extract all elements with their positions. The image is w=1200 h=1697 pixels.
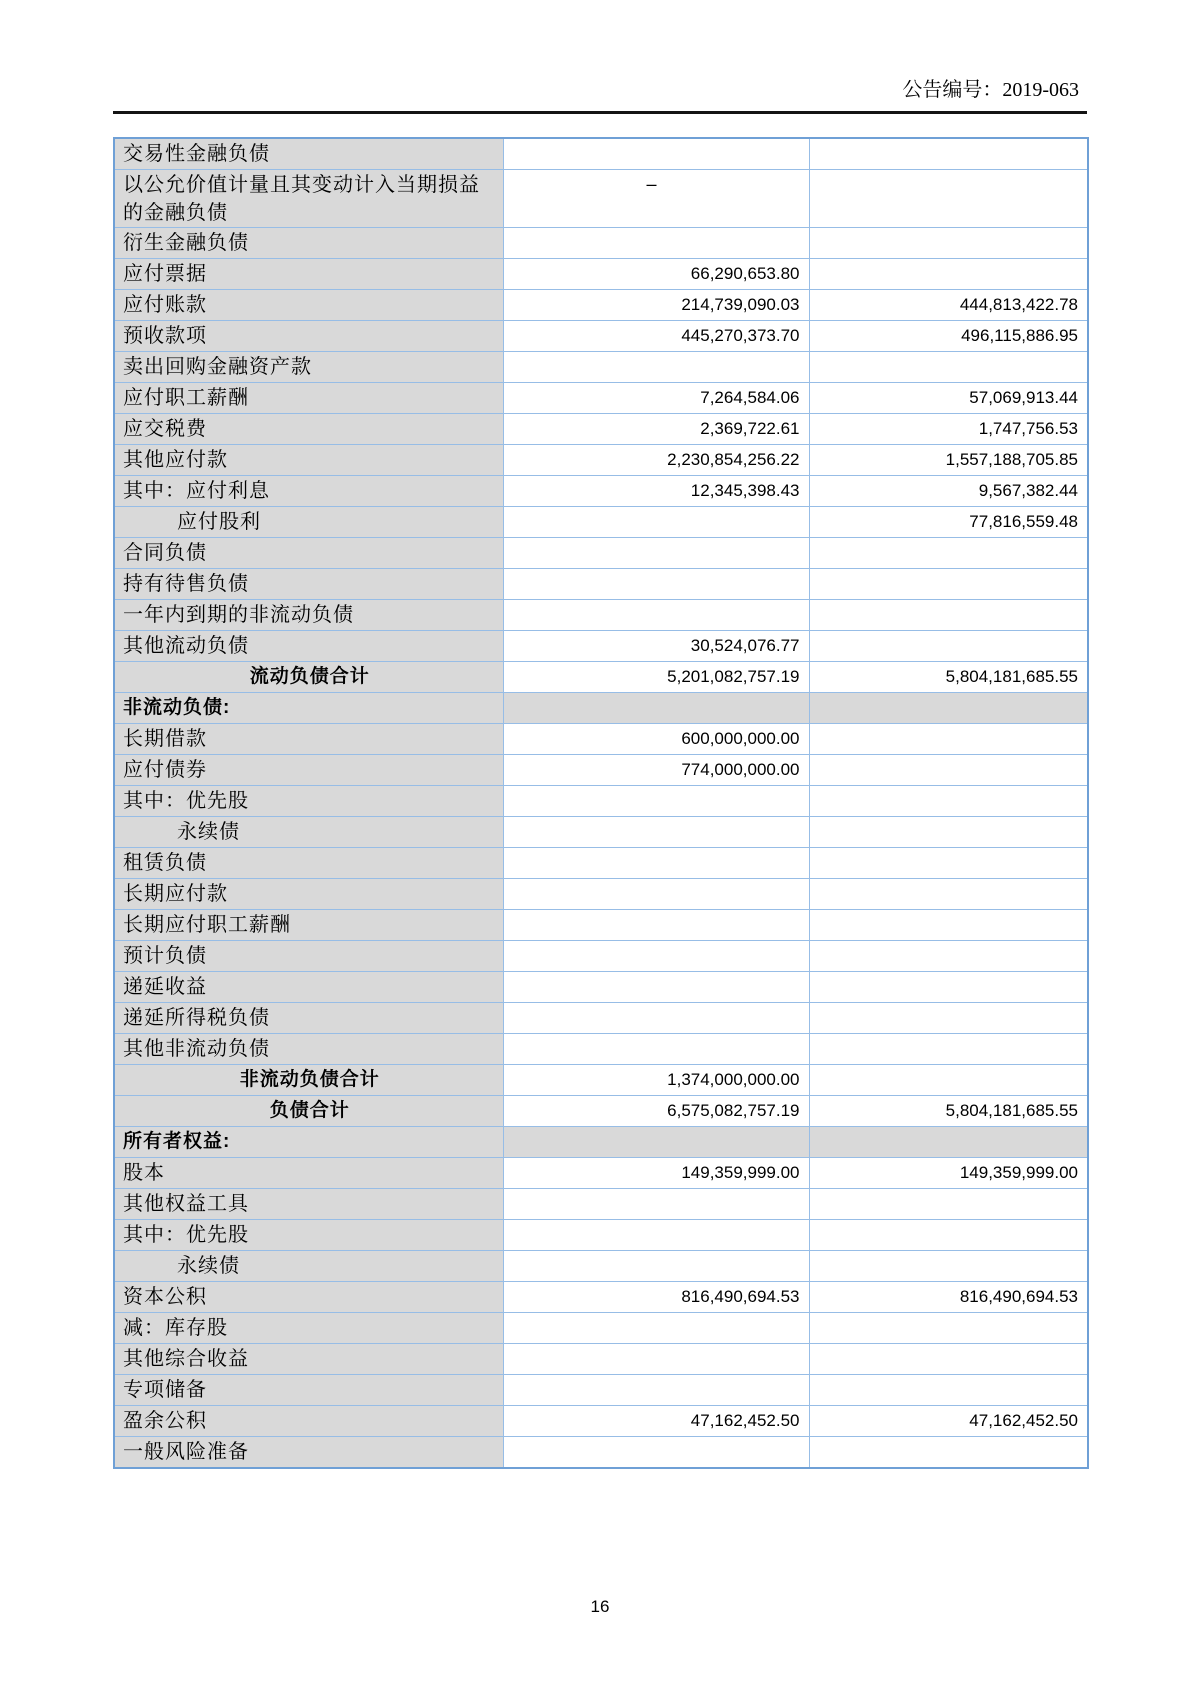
row-label: 应付职工薪酬 xyxy=(114,383,503,414)
current-period-value xyxy=(503,1127,809,1158)
row-label: 其他综合收益 xyxy=(114,1344,503,1375)
table-row xyxy=(114,352,1088,383)
table-row xyxy=(114,1251,1088,1282)
table-row xyxy=(114,1406,1088,1437)
current-period-value xyxy=(503,138,809,170)
current-period-value: 214,739,090.03 xyxy=(503,290,809,321)
row-label: 盈余公积 xyxy=(114,1406,503,1437)
table-row xyxy=(114,848,1088,879)
current-period-value xyxy=(503,972,809,1003)
table-row xyxy=(114,476,1088,507)
table-row xyxy=(114,1034,1088,1065)
current-period-value xyxy=(503,817,809,848)
row-label: 减：库存股 xyxy=(114,1313,503,1344)
row-label: 永续债 xyxy=(114,1251,503,1282)
table-row xyxy=(114,414,1088,445)
current-period-value xyxy=(503,569,809,600)
prior-period-value xyxy=(809,1313,1088,1344)
prior-period-value xyxy=(809,1034,1088,1065)
row-label: 租赁负债 xyxy=(114,848,503,879)
current-period-value xyxy=(503,1313,809,1344)
current-period-value: 47,162,452.50 xyxy=(503,1406,809,1437)
row-label: 其中：优先股 xyxy=(114,1220,503,1251)
row-label: 衍生金融负债 xyxy=(114,228,503,259)
row-label: 递延所得税负债 xyxy=(114,1003,503,1034)
table-row xyxy=(114,1313,1088,1344)
prior-period-value: 1,747,756.53 xyxy=(809,414,1088,445)
prior-period-value xyxy=(809,631,1088,662)
row-label: 其中：应付利息 xyxy=(114,476,503,507)
row-label: 应付债券 xyxy=(114,755,503,786)
table-row xyxy=(114,1003,1088,1034)
current-period-value: 816,490,694.53 xyxy=(503,1282,809,1313)
table-row xyxy=(114,972,1088,1003)
row-label: 负债合计 xyxy=(114,1096,503,1127)
current-period-value: – xyxy=(503,170,809,228)
current-period-value xyxy=(503,1437,809,1469)
row-label: 其他权益工具 xyxy=(114,1189,503,1220)
table-row xyxy=(114,1096,1088,1127)
current-period-value xyxy=(503,1003,809,1034)
prior-period-value: 5,804,181,685.55 xyxy=(809,1096,1088,1127)
current-period-value: 2,369,722.61 xyxy=(503,414,809,445)
row-label: 长期应付款 xyxy=(114,879,503,910)
prior-period-value: 496,115,886.95 xyxy=(809,321,1088,352)
prior-period-value xyxy=(809,1189,1088,1220)
row-label: 持有待售负债 xyxy=(114,569,503,600)
row-label: 应付票据 xyxy=(114,259,503,290)
table-row xyxy=(114,786,1088,817)
prior-period-value xyxy=(809,1437,1088,1469)
current-period-value: 2,230,854,256.22 xyxy=(503,445,809,476)
current-period-value xyxy=(503,1034,809,1065)
row-label: 所有者权益: xyxy=(114,1127,503,1158)
prior-period-value xyxy=(809,138,1088,170)
table-row xyxy=(114,321,1088,352)
prior-period-value xyxy=(809,1127,1088,1158)
row-label: 其他应付款 xyxy=(114,445,503,476)
prior-period-value: 9,567,382.44 xyxy=(809,476,1088,507)
prior-period-value xyxy=(809,972,1088,1003)
table-row xyxy=(114,445,1088,476)
prior-period-value xyxy=(809,910,1088,941)
table-row xyxy=(114,693,1088,724)
prior-period-value: 5,804,181,685.55 xyxy=(809,662,1088,693)
current-period-value xyxy=(503,352,809,383)
prior-period-value: 47,162,452.50 xyxy=(809,1406,1088,1437)
prior-period-value: 816,490,694.53 xyxy=(809,1282,1088,1313)
table-row xyxy=(114,941,1088,972)
current-period-value xyxy=(503,1251,809,1282)
row-label: 其中：优先股 xyxy=(114,786,503,817)
prior-period-value xyxy=(809,1003,1088,1034)
current-period-value xyxy=(503,941,809,972)
row-label: 以公允价值计量且其变动计入当期损益的金融负债 xyxy=(114,170,503,228)
row-label: 其他非流动负债 xyxy=(114,1034,503,1065)
row-label: 非流动负债合计 xyxy=(114,1065,503,1096)
prior-period-value xyxy=(809,228,1088,259)
row-label: 合同负债 xyxy=(114,538,503,569)
current-period-value xyxy=(503,1189,809,1220)
row-label: 预计负债 xyxy=(114,941,503,972)
current-period-value xyxy=(503,910,809,941)
table-row xyxy=(114,569,1088,600)
current-period-value: 445,270,373.70 xyxy=(503,321,809,352)
current-period-value: 1,374,000,000.00 xyxy=(503,1065,809,1096)
current-period-value xyxy=(503,1220,809,1251)
table-row xyxy=(114,228,1088,259)
current-period-value xyxy=(503,693,809,724)
row-label: 其他流动负债 xyxy=(114,631,503,662)
current-period-value xyxy=(503,1344,809,1375)
prior-period-value xyxy=(809,538,1088,569)
prior-period-value xyxy=(809,170,1088,228)
prior-period-value xyxy=(809,259,1088,290)
row-label: 永续债 xyxy=(114,817,503,848)
current-period-value xyxy=(503,879,809,910)
prior-period-value xyxy=(809,1220,1088,1251)
current-period-value: 149,359,999.00 xyxy=(503,1158,809,1189)
prior-period-value xyxy=(809,352,1088,383)
table-row xyxy=(114,1158,1088,1189)
table-row xyxy=(114,1189,1088,1220)
header-rule xyxy=(113,111,1087,114)
current-period-value: 66,290,653.80 xyxy=(503,259,809,290)
table-row xyxy=(114,1344,1088,1375)
table-row xyxy=(114,910,1088,941)
table-row xyxy=(114,879,1088,910)
table-row xyxy=(114,755,1088,786)
table-row xyxy=(114,817,1088,848)
current-period-value xyxy=(503,848,809,879)
row-label: 股本 xyxy=(114,1158,503,1189)
current-period-value: 5,201,082,757.19 xyxy=(503,662,809,693)
prior-period-value xyxy=(809,941,1088,972)
prior-period-value: 77,816,559.48 xyxy=(809,507,1088,538)
row-label: 应付股利 xyxy=(114,507,503,538)
row-label: 卖出回购金融资产款 xyxy=(114,352,503,383)
prior-period-value xyxy=(809,817,1088,848)
table-row xyxy=(114,1437,1088,1469)
table-row xyxy=(114,1065,1088,1096)
page-number: 16 xyxy=(590,1597,610,1616)
prior-period-value xyxy=(809,693,1088,724)
prior-period-value xyxy=(809,1375,1088,1406)
prior-period-value xyxy=(809,786,1088,817)
row-label: 交易性金融负债 xyxy=(114,138,503,170)
current-period-value: 12,345,398.43 xyxy=(503,476,809,507)
table-row xyxy=(114,600,1088,631)
table-row xyxy=(114,662,1088,693)
row-label: 应付账款 xyxy=(114,290,503,321)
row-label: 专项储备 xyxy=(114,1375,503,1406)
current-period-value xyxy=(503,538,809,569)
current-period-value xyxy=(503,600,809,631)
prior-period-value xyxy=(809,1344,1088,1375)
row-label: 资本公积 xyxy=(114,1282,503,1313)
current-period-value xyxy=(503,507,809,538)
table-row xyxy=(114,1375,1088,1406)
current-period-value: 600,000,000.00 xyxy=(503,724,809,755)
table-row xyxy=(114,507,1088,538)
table-row xyxy=(114,290,1088,321)
table-row xyxy=(114,724,1088,755)
row-label: 应交税费 xyxy=(114,414,503,445)
current-period-value xyxy=(503,1375,809,1406)
current-period-value xyxy=(503,786,809,817)
prior-period-value xyxy=(809,569,1088,600)
prior-period-value xyxy=(809,724,1088,755)
prior-period-value xyxy=(809,848,1088,879)
row-label: 一年内到期的非流动负债 xyxy=(114,600,503,631)
row-label: 流动负债合计 xyxy=(114,662,503,693)
row-label: 递延收益 xyxy=(114,972,503,1003)
doc-header xyxy=(113,78,1087,102)
row-label: 预收款项 xyxy=(114,321,503,352)
table-row xyxy=(114,259,1088,290)
prior-period-value xyxy=(809,600,1088,631)
balance-sheet-body xyxy=(114,138,1088,1468)
current-period-value: 6,575,082,757.19 xyxy=(503,1096,809,1127)
prior-period-value: 57,069,913.44 xyxy=(809,383,1088,414)
prior-period-value: 149,359,999.00 xyxy=(809,1158,1088,1189)
current-period-value: 30,524,076.77 xyxy=(503,631,809,662)
table-row xyxy=(114,138,1088,170)
announcement-number: 公告编号：2019-063 xyxy=(902,79,1079,101)
current-period-value: 774,000,000.00 xyxy=(503,755,809,786)
prior-period-value xyxy=(809,1251,1088,1282)
current-period-value: 7,264,584.06 xyxy=(503,383,809,414)
table-row xyxy=(114,538,1088,569)
current-period-value xyxy=(503,228,809,259)
balance-sheet-table xyxy=(113,137,1089,1469)
prior-period-value: 1,557,188,705.85 xyxy=(809,445,1088,476)
row-label: 非流动负债: xyxy=(114,693,503,724)
row-label: 长期应付职工薪酬 xyxy=(114,910,503,941)
table-row xyxy=(114,1282,1088,1313)
prior-period-value: 444,813,422.78 xyxy=(809,290,1088,321)
table-row xyxy=(114,383,1088,414)
table-row xyxy=(114,1220,1088,1251)
prior-period-value xyxy=(809,879,1088,910)
row-label: 长期借款 xyxy=(114,724,503,755)
table-row xyxy=(114,631,1088,662)
row-label: 一般风险准备 xyxy=(114,1437,503,1469)
table-row xyxy=(114,1127,1088,1158)
table-row xyxy=(114,170,1088,228)
prior-period-value xyxy=(809,1065,1088,1096)
prior-period-value xyxy=(809,755,1088,786)
